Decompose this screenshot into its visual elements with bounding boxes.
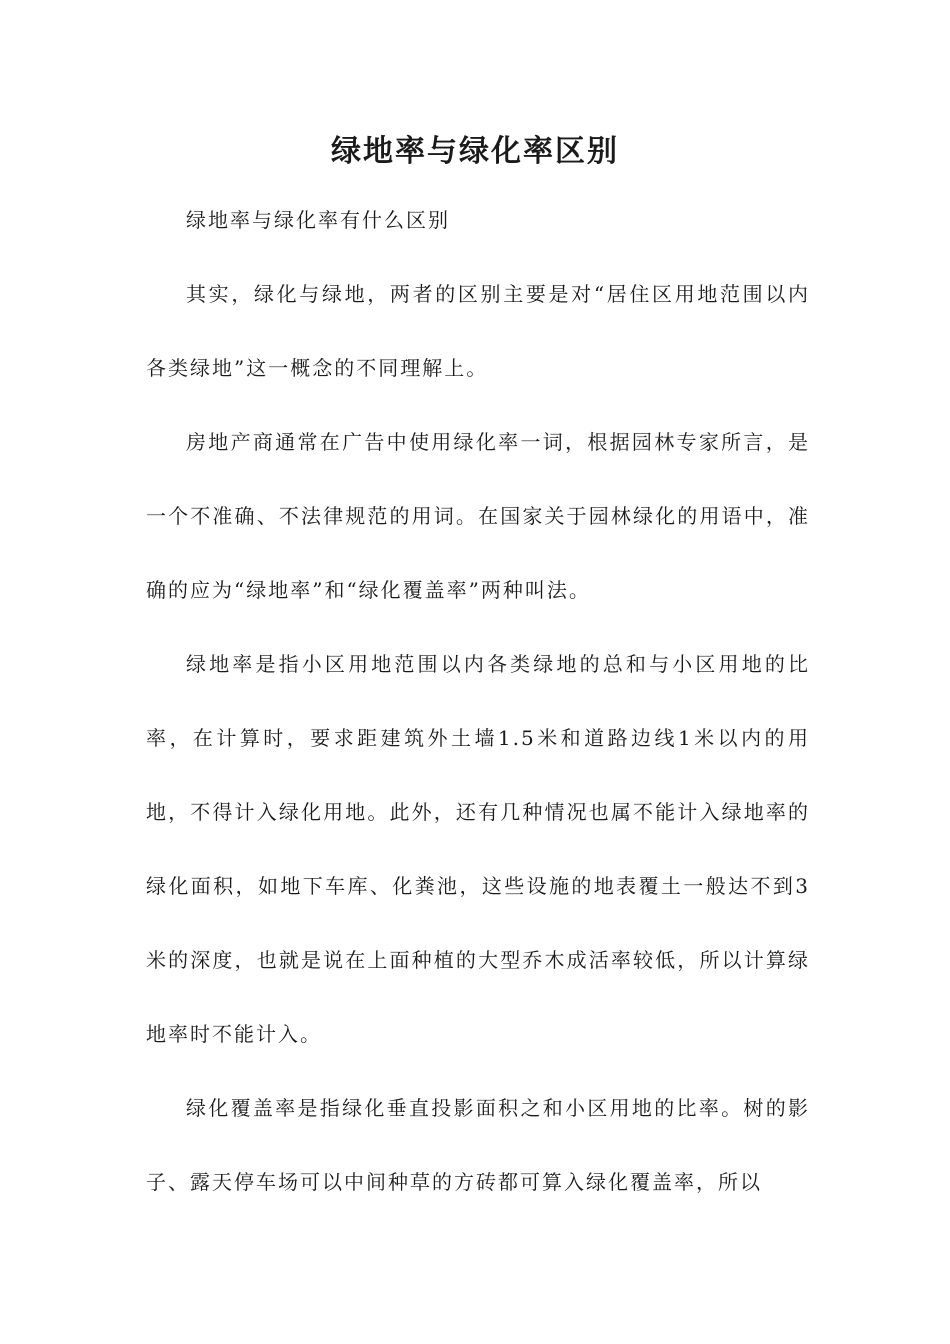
page-title: 绿地率与绿化率区别 xyxy=(331,134,619,169)
paragraph-3: 绿地率是指小区用地范围以内各类绿地的总和与小区用地的比率，在计算时，要求距建筑外土墙1.5米和道路边线1米以内的用地，不得计入绿化用地。此外，还有几种情况也属不能计入绿地率的绿化面积，如地下车库、化粪池，这些设施的地表覆土一般达不到3米的深度，也就是说在上面种植的大型乔木成活率较低，所以计算绿地率时不能计入。 xyxy=(146,652,810,1046)
document-body xyxy=(146,196,810,1219)
paragraph-1: 其实，绿化与绿地，两者的区别主要是对“居住区用地范围以内各类绿地”这一概念的不同理解上。 xyxy=(146,282,810,380)
paragraph-2: 房地产商通常在广告中使用绿化率一词，根据园林专家所言，是一个不准确、不法律规范的用词。在国家关于园林绿化的用语中，准确的应为“绿地率”和“绿化覆盖率”两种叫法。 xyxy=(146,430,810,602)
paragraph-subtitle: 绿地率与绿化率有什么区别 xyxy=(186,208,450,232)
paragraph-4: 绿化覆盖率是指绿化垂直投影面积之和小区用地的比率。树的影子、露天停车场可以中间种草的方砖都可算入绿化覆盖率，所以 xyxy=(146,1096,810,1194)
